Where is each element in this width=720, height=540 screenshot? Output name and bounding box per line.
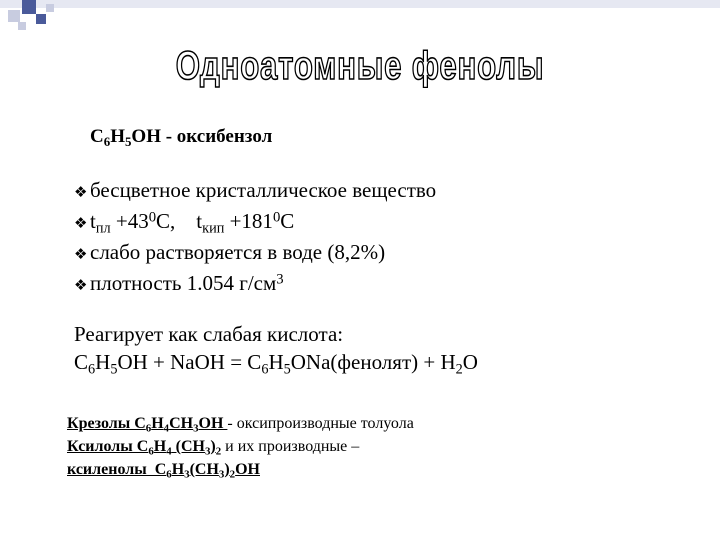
- reaction-equation: $C_6H_5OH$ + NaOH = $C_6H_5ONa(фенолят) + H_2O$: [74, 350, 478, 378]
- decorative-squares: [0, 0, 720, 30]
- phenol-formula-heading: $C_6H_5OH$ - оксибензол: [90, 126, 273, 149]
- list-item: ❖ бесцветное кристаллическое вещество: [74, 176, 436, 207]
- slide-title: Одноатомные фенолы: [175, 44, 545, 88]
- diamond-bullet-icon: ❖: [74, 276, 88, 294]
- derivatives-block: [67, 412, 414, 481]
- reaction-caption: Реагирует как слабая кислота:: [74, 322, 344, 346]
- diamond-bullet-icon: ❖: [74, 183, 88, 201]
- cresols-line: Крезолы $C_6H_4CH_3OH$ - оксипроизводные толуола: [67, 415, 414, 435]
- list-item: ❖ плотность 1.054 $г/см^3$: [74, 269, 436, 300]
- diamond-bullet-icon: ❖: [74, 214, 88, 232]
- xylenols-line: ксиленолы $C_6H_3(CH_3)_2OH$: [67, 461, 260, 481]
- properties-list: [74, 176, 436, 300]
- reaction-block: [74, 320, 478, 376]
- list-item: ❖ слабо растворяется в воде (8,2%): [74, 238, 436, 269]
- diamond-bullet-icon: ❖: [74, 245, 88, 263]
- list-item: ❖ $t_{пл} +43^0C$, $t_{кип} +181^0C$: [74, 209, 295, 237]
- xylenes-line: Ксилолы $C_6H_4$ $(CH_3)_2$ и их производные –: [67, 438, 360, 458]
